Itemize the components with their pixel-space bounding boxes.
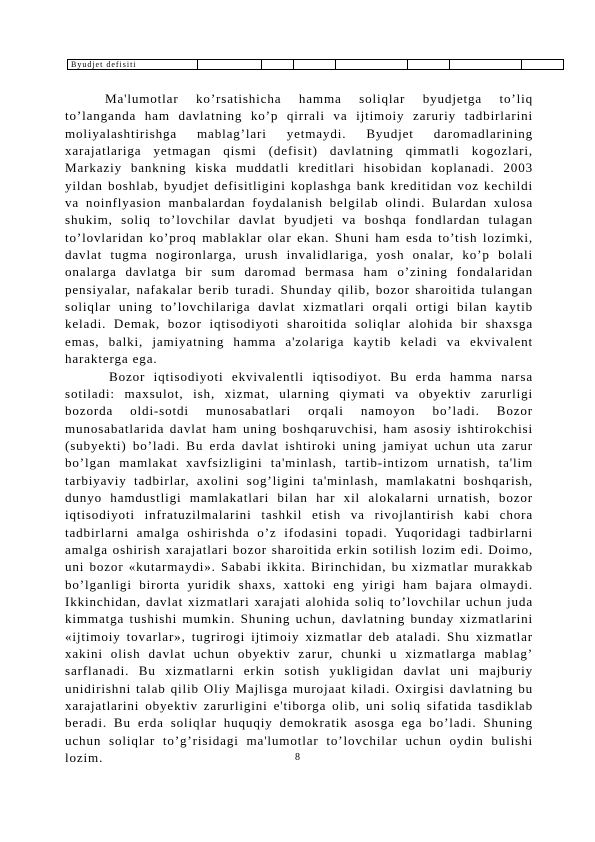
table-cell [450, 60, 522, 70]
table-cell [262, 60, 294, 70]
document-body [65, 90, 533, 766]
table-cell [408, 60, 450, 70]
paragraph-2: Bozor iqtisodiyoti ekvivalentli iqtisodiyot. Bu erda hamma narsa sotiladi: maxsulot, ish, xizmat, ularning qiymati va obyektiv zarurligi bozorda oldi-sotdi munosabatlari orqali namoyon bo’ladi. Bozor munosabatlarida davlat ham uning boshqaruvchisi, ham asosiy ishtirokchisi (subyekti) bo’ladi. Bu erda davlat ishtiroki uning jamiyat uchun uta zarur bo’lgan mamlakat xavfsizligini ta'minlash, tartib-intizom urnatish, ta'lim tarbiyaviy tadbirlar, axolini sog’ligini ta'minlash, mamlakatni boshqarish, dunyo hamdustligi mamlakatlari bilan har xil alokalarni urnatish, bozor iqtisodiyoti infratuzilmalarini tashkil etish va rivojlantirish kabi chora tadbirlarni amalga oshirishda o’z ifodasini topadi. Yuqoridagi tadbirlarni amalga oshirish xarajatlari bozor sharoitida erkin sotilish lozim edi. Doimo, uni bozor «kutarmaydi». Sababi ikkita. Birinchidan, bu xizmatlar murakkab bo’lganligi birorta yuridik shaxs, xattoki eng yirigi ham bajara olmaydi. Ikkinchidan, davlat xizmatlari xarajati alohida soliq to’lovchilar uchun juda kimmatga tushishi mumkin. Shuning uchun, davlatning bunday xizmatlarini «ijtimoiy tovarlar», tugrirogi ijtimoiy xizmatlar deb ataladi. Shu xizmatlar xakini olish davlat uchun obyektiv zarur, chunki u xizmatlarga mablag’ sarflanadi. Bu xizmatlarni erkin sotish yukligidan davlat uni majburiy unidirishni talab qilib Oliy Majlisga murojaat kiladi. Oxirgisi davlatning bu xarajatlarini obyektiv zarurligini e'tiborga olib, uni soliq sifatida tasdiklab beradi. Bu erda soliqlar huquqiy demokratik asosga ega bo’ladi. Shuning uchun soliqlar to’g’risidagi ma'lumotlar to’lovchilar uchun oydin bulishi lozim. [65, 368, 533, 766]
table-cell-label: Byudjet defisiti [68, 60, 198, 70]
table-cell [336, 60, 408, 70]
budget-table [67, 59, 564, 70]
paragraph-1: Ma'lumotlar ko’rsatishicha hamma soliqlar byudjetga to’liq to’langanda ham davlatning ko’p qirrali va ijtimoiy zaruriy tadbirlarini moliyalashtirishga mablag’lari yetmaydi. Byudjet daromadlarining xarajatlariga yetmagan qismi (defisit) davlatning qimmatli kogozlari, Markaziy bankning kiska muddatli kreditlari hisobidan koplanadi. 2003 yildan boshlab, byudjet defisitligini koplashga bank kreditidan voz kechildi va noinflyasion manbalardan foydalanish belgilab olindi. Bulardan xulosa shukim, soliq to’lovchilar davlat byudjeti va boshqa fondlardan tulagan to’lovlaridan ko’proq mablaklar olar ekan. Shuni ham esda to’tish lozimki, davlat tugma nogironlarga, urush invalidlariga, yosh onalar, ko’p bolali onalarga davlatga bir sum daromad bermasa ham o’zining fondalaridan pensiyalar, nafakalar berib turadi. Shunday qilib, bozor sharoitida tulangan soliqlar uning to’lovchilariga davlat xizmatlari orqali ortigi bilan kaytib keladi. Demak, bozor iqtisodiyoti sharoitida soliqlar alohida bir shaxsga emas, balki, jamiyatning hamma a'zolariga kaytib keladi va ekvivalent harakterga ega. [65, 91, 533, 367]
table-cell [294, 60, 336, 70]
table-cell [522, 60, 564, 70]
table-cell [198, 60, 262, 70]
page-number: 8 [295, 752, 300, 763]
table-row [68, 60, 564, 70]
